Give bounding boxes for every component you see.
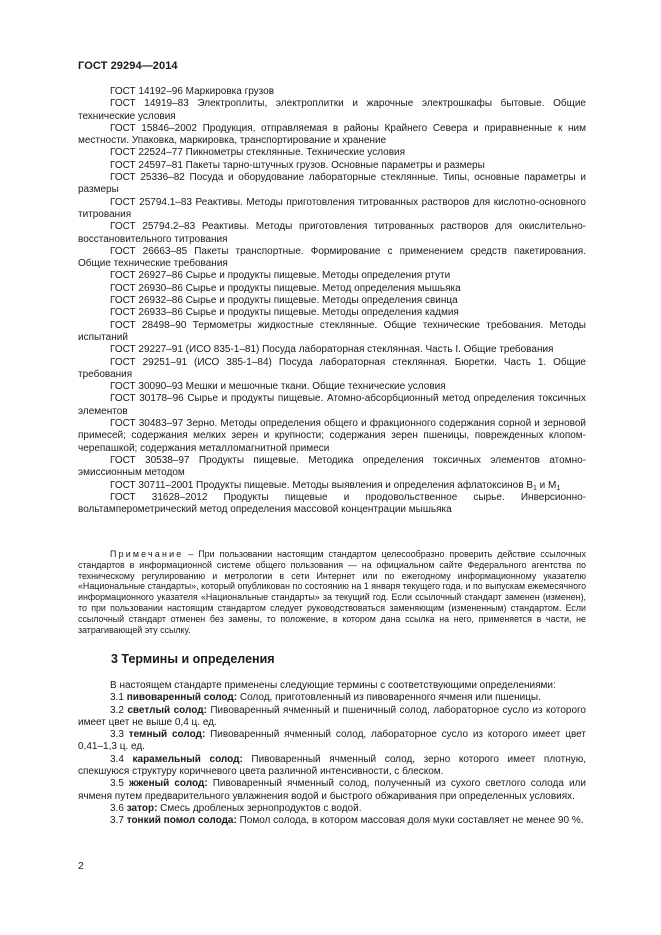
note-text: – При пользовании настоящим стандартом целесообразно проверить действие ссылочных стандартов в информационной системе общего пользования — на официальном сайте Федерального агентства по техническому регулированию и метрологии в сети Интернет или по ежегодному информационному указателю «Национальные стандарты», который опубликован по состоянию на 1 января текущего года, и по выпускам ежемесячного информационного указателя «Национальные стандарты» за текущий год. Если ссылочный стандарт заменен (изменен), то при пользовании настоящим стандартом следует руководствоваться заменяющим (измененным) стандартом. Если ссылочный стандарт отменен без замены, то положение, в котором дана ссылка на него, применяется в части, не затрагивающей эту ссылку. (78, 549, 586, 635)
subscript: 1 (556, 484, 561, 492)
term-name: затор: (126, 802, 158, 814)
reference-item: ГОСТ 22524–77 Пикнометры стеклянные. Технические условия (110, 147, 406, 159)
reference-item: ГОСТ 26927–86 Сырье и продукты пищевые. Методы определения ртути (110, 270, 451, 282)
term-number: 3.1 (110, 692, 127, 704)
reference-item: ГОСТ 30090–93 Мешки и мешочные ткани. Общие технические условия (110, 381, 446, 393)
terms-list (78, 680, 586, 828)
reference-item: ГОСТ 26932–86 Сырье и продукты пищевые. Методы определения свинца (110, 295, 458, 307)
term-definition: Помол солода, в котором массовая доля муки составляет не менее 90 %. (236, 815, 584, 827)
note-label: Примечание (110, 549, 184, 559)
term-number: 3.5 (110, 778, 129, 790)
reference-item: ГОСТ 26933–86 Сырье и продукты пищевые. Методы определения кадмия (110, 307, 459, 319)
term-name: светлый солод: (127, 704, 207, 716)
section-title: 3 Термины и определения (111, 652, 275, 666)
reference-item: ГОСТ 31628–2012 Продукты пищевые и продовольственное сырье. Инверсионно-вольтамперометрический метод определения массовой концентрации мышьяка (78, 491, 586, 516)
reference-item: ГОСТ 28498–90 Термометры жидкостные стеклянные. Общие технические требования. Методы испытаний (78, 319, 586, 343)
reference-item-aflatoxin (78, 480, 586, 492)
reference-item: ГОСТ 29251–91 (ИСО 385-1–84) Посуда лабораторная стеклянная. Бюретки. Часть 1. Общие требования (78, 356, 586, 380)
reference-item: ГОСТ 15846–2002 Продукция, отправляемая в районы Крайнего Севера и приравненные к ним местности. Упаковка, маркировка, транспортирование и хранение (78, 122, 586, 147)
subscript: 1 (533, 484, 537, 492)
term-number: 3.3 (110, 729, 129, 741)
term-item (78, 754, 586, 779)
reference-item: ГОСТ 26663–85 Пакеты транспортные. Формирование с применением средств пакетирования. Общие технические требования (78, 245, 586, 270)
term-item (78, 815, 586, 827)
page-number: 2 (78, 860, 84, 872)
reference-item: ГОСТ 25794.1–83 Реактивы. Методы приготовления титрованных растворов для кислотно-основного титрования (78, 196, 586, 220)
term-item (78, 705, 586, 730)
reference-item: ГОСТ 29227–91 (ИСО 835-1–81) Посуда лабораторная стеклянная. Часть I. Общие требования (110, 344, 554, 356)
term-name: темный солод: (128, 729, 206, 741)
term-definition: Пивоваренный ячменный солод, зерно которого имеет плотную, спекшуюся структуру коричневого цвета различной интенсивности, с блеском. (78, 753, 586, 778)
term-name: тонкий помол солода: (126, 815, 237, 827)
term-definition: Пивоваренный ячменный солод, лабораторное сусло из которого имеет цвет 0,41–1,3 ц. ед. (78, 729, 586, 753)
term-number: 3.2 (110, 704, 128, 716)
term-item (78, 692, 586, 704)
normative-references-list (78, 86, 586, 516)
reference-item: ГОСТ 30178–96 Сырье и продукты пищевые. Атомно-абсорбционный метод определения токсичных элементов (78, 393, 586, 417)
reference-text: и M (536, 479, 557, 491)
reference-item: ГОСТ 30538–97 Продукты пищевые. Методика определения токсичных элементов атомно-эмиссионным методом (78, 454, 586, 479)
term-number: 3.4 (110, 753, 133, 765)
term-name: пивоваренный солод: (126, 692, 238, 704)
term-number: 3.6 (110, 802, 127, 814)
reference-item: ГОСТ 24597–81 Пакеты тарно-штучных грузов. Основные параметры и размеры (110, 159, 485, 171)
term-definition: Пивоваренный ячменный солод, полученный из сухого светлого солода или ячменя путем предварительного увлажнения водой и быстрого обжаривания при определенных условиях. (78, 778, 586, 802)
reference-item: ГОСТ 14919–83 Электроплиты, электроплитки и жарочные электрошкафы бытовые. Общие технические условия (78, 98, 586, 122)
term-name: карамельный солод: (132, 753, 243, 765)
document-header: ГОСТ 29294—2014 (78, 60, 178, 72)
term-number: 3.7 (110, 815, 127, 827)
terms-intro: В настоящем стандарте применены следующие термины с соответствующими определениями: (110, 680, 556, 691)
term-definition: Пивоваренный ячменный и пшеничный солод, лабораторное сусло из которого имеет цвет не выше 0,4 ц. ед. (78, 704, 586, 728)
reference-item: ГОСТ 14192–96 Маркировка грузов (110, 86, 275, 97)
term-item (78, 778, 586, 803)
term-definition: Смесь дробленых зернопродуктов с водой. (157, 802, 362, 814)
term-name: жженый солод: (128, 778, 208, 790)
reference-item: ГОСТ 26930–86 Сырье и продукты пищевые. Метод определения мышьяка (110, 282, 461, 294)
term-item (78, 803, 586, 815)
term-item (78, 729, 586, 754)
reference-text: ГОСТ 30711–2001 Продукты пищевые. Методы выявления и определения афлатоксинов B (110, 479, 533, 491)
reference-item: ГОСТ 25794.2–83 Реактивы. Методы приготовления титрованных растворов для окислительно-восстановительного титрования (78, 221, 586, 245)
note-paragraph (78, 549, 586, 635)
reference-item: ГОСТ 30483–97 Зерно. Методы определения общего и фракционного содержания сорной и зерновой примесей; содержания мелких зерен и крупности; содержания зерен пшеницы, поврежденных клопом-черепашкой; содержания металломагнитной примеси (78, 418, 586, 454)
reference-item: ГОСТ 25336–82 Посуда и оборудование лабораторные стеклянные. Типы, основные параметры и размеры (78, 172, 586, 196)
term-definition: Солод, приготовленный из пивоваренного ячменя или пшеницы. (237, 692, 541, 704)
